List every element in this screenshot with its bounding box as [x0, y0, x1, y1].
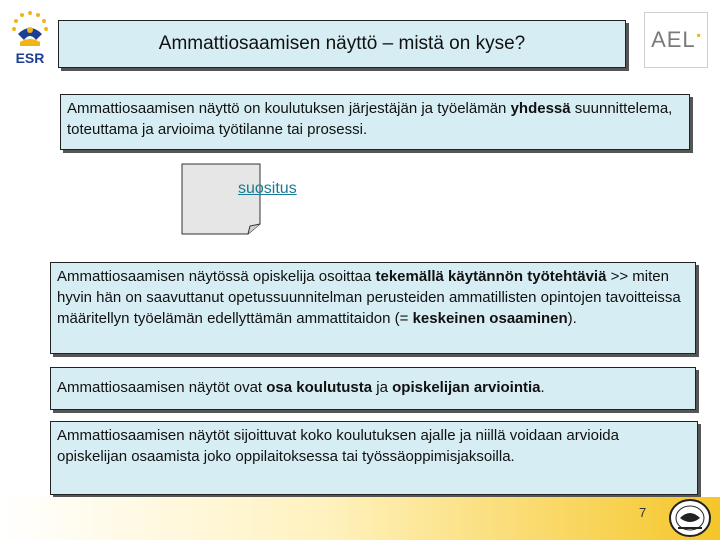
- demonstration-bold-1: tekemällä käytännön työtehtäviä: [375, 268, 607, 285]
- demonstration-text-2: >> miten hyvin hän on saavuttanut opetussuunnitelman perusteiden ammatillisten opintojen tavoitteissa määritellyn työelämän edellyttämän ammattitaidon (=: [57, 268, 681, 327]
- placement-text: Ammattiosaamisen näytöt sijoittuvat koko koulutuksen ajalle ja niillä voidaan arvioida opiskelijan osaamista joko oppilaitoksessa tai työssäoppimisjaksoilla.: [57, 427, 619, 465]
- demonstration-box: [50, 262, 696, 354]
- ael-logo-text: AEL: [651, 27, 696, 52]
- definition-box: [60, 94, 690, 150]
- part-text-1: Ammattiosaamisen näytöt ovat: [57, 379, 267, 396]
- part-bold-1: osa koulutusta: [266, 379, 373, 396]
- placement-box: [50, 421, 698, 495]
- definition-bold: yhdessä: [510, 100, 571, 117]
- suositus-link[interactable]: suositus: [238, 180, 297, 197]
- definition-text-1: Ammattiosaamisen näyttö on koulutuksen järjestäjän ja työelämän: [67, 100, 511, 117]
- part-of-box: [50, 367, 696, 410]
- title-box: [58, 20, 626, 68]
- part-text-3: .: [540, 379, 545, 396]
- seal-logo: [668, 498, 712, 538]
- esr-logo-text: ESR: [15, 50, 45, 66]
- document-icon[interactable]: [180, 162, 262, 236]
- part-text-2: ja: [372, 379, 393, 396]
- demonstration-bold-2: keskeinen osaaminen: [412, 310, 568, 327]
- esr-logo: [6, 8, 54, 66]
- demonstration-text-1: Ammattiosaamisen näytössä opiskelija osoittaa: [57, 268, 376, 285]
- page-title: Ammattiosaamisen näyttö – mistä on kyse?: [158, 33, 526, 54]
- part-bold-2: opiskelijan arviointia: [392, 379, 541, 396]
- page-number: 7: [639, 505, 647, 520]
- definition-text-2: suunnittelema, toteuttama ja arvioima työtilanne tai prosessi.: [67, 100, 673, 138]
- ael-logo-mark-icon: ▪: [696, 28, 701, 42]
- footer-bar: [0, 497, 720, 540]
- demonstration-text-3: ).: [567, 310, 577, 327]
- ael-logo: [644, 12, 708, 68]
